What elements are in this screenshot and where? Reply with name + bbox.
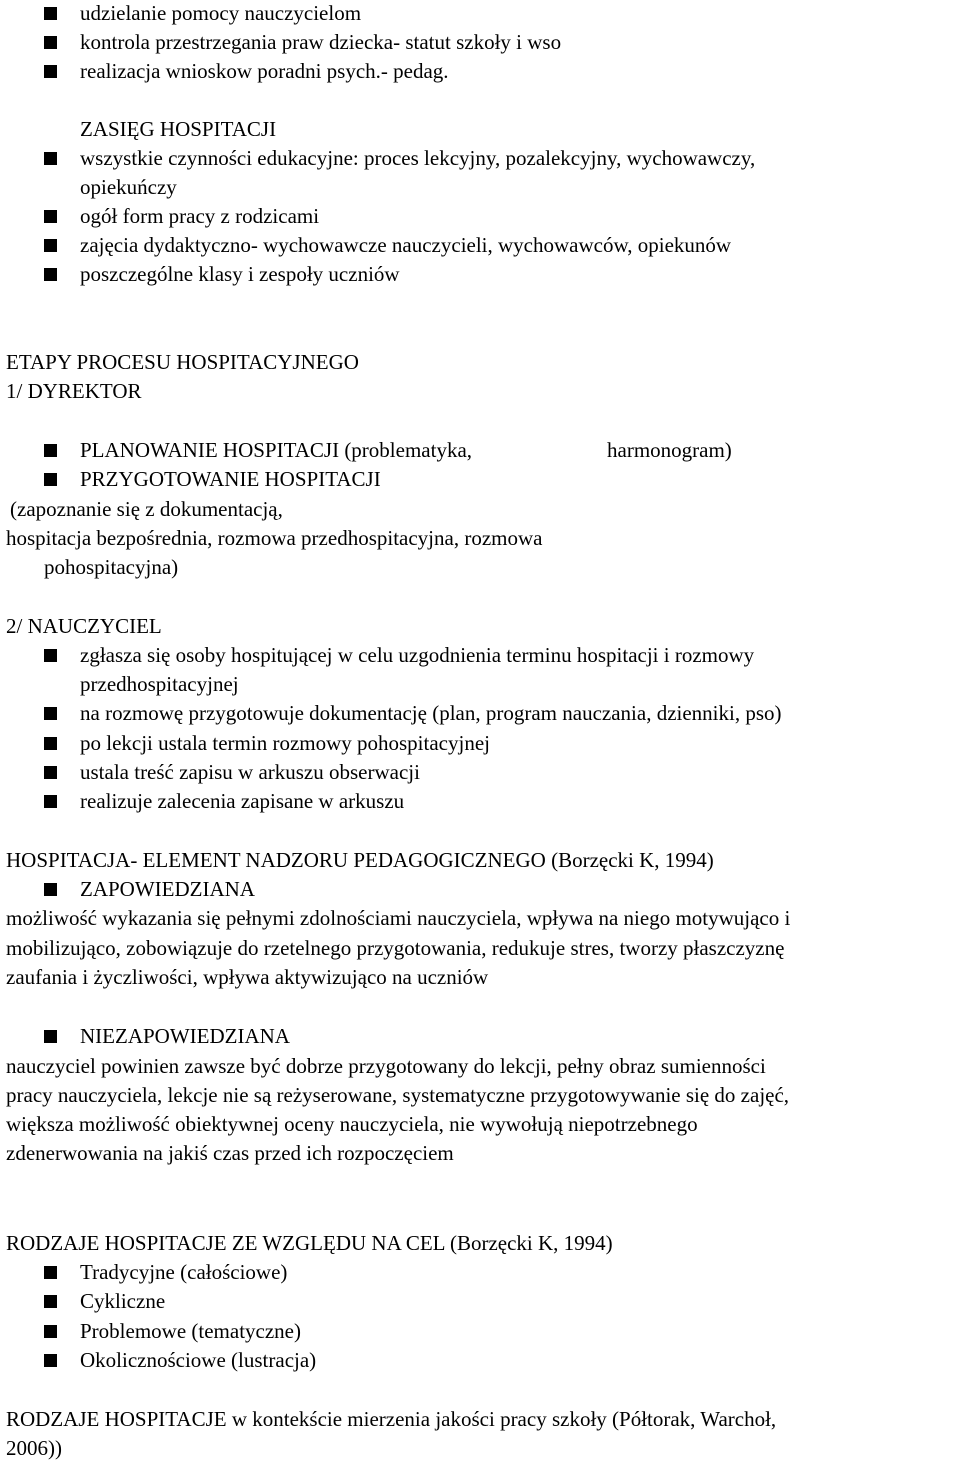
list-item: wszystkie czynności edukacyjne: proces lekcyjny, pozalekcyjny, wychowawczy, <box>80 146 756 170</box>
list-item: udzielanie pomocy nauczycielom <box>80 1 362 25</box>
bullet-icon <box>44 261 57 287</box>
paragraph-line: zaufania i życzliwości, wpływa aktywizująco na uczniów <box>6 965 489 989</box>
list-item-continuation: przedhospitacyjnej <box>80 672 239 696</box>
section-heading: RODZAJE HOSPITACJE w kontekście mierzenia jakości pracy szkoły (Półtorak, Warchoł, <box>6 1407 777 1431</box>
bullet-icon <box>44 145 57 171</box>
bullet-icon <box>44 203 57 229</box>
paragraph-line: zdenerwowania na jakiś czas przed ich rozpoczęciem <box>6 1141 454 1165</box>
list-item: kontrola przestrzegania praw dziecka- statut szkoły i wso <box>80 30 562 54</box>
list-item: Problemowe (tematyczne) <box>80 1319 301 1343</box>
list-item: ogół form pracy z rodzicami <box>80 204 320 228</box>
bullet-icon <box>44 0 57 26</box>
list-item: Tradycyjne (całościowe) <box>80 1260 288 1284</box>
section-heading: ETAPY PROCESU HOSPITACYJNEGO <box>6 350 359 374</box>
bullet-icon <box>44 466 57 492</box>
list-item: zgłasza się osoby hospitującej w celu uzgodnienia terminu hospitacji i rozmowy <box>80 643 755 667</box>
bullet-icon <box>44 788 57 814</box>
list-item: ZAPOWIEDZIANA <box>80 877 255 901</box>
bullet-icon <box>44 876 57 902</box>
bullet-icon <box>44 1259 57 1285</box>
list-item: realizacja wnioskow poradni psych.- pedag. <box>80 59 449 83</box>
bullet-icon <box>44 58 57 84</box>
list-item: NIEZAPOWIEDZIANA <box>80 1024 290 1048</box>
list-item: po lekcji ustala termin rozmowy pohospitacyjnej <box>80 731 490 755</box>
list-item: zajęcia dydaktyczno- wychowawcze nauczycieli, wychowawców, opiekunów <box>80 233 732 257</box>
paragraph-line: nauczyciel powinien zawsze być dobrze przygotowany do lekcji, pełny obraz sumienności <box>6 1054 766 1078</box>
list-item: PLANOWANIE HOSPITACJI (problematyka, <box>80 438 473 462</box>
section-heading: HOSPITACJA- ELEMENT NADZORU PEDAGOGICZNEGO (Borzęcki K, 1994) <box>6 848 714 872</box>
subsection-heading: 1/ DYREKTOR <box>6 379 142 403</box>
paragraph-line: pracy nauczyciela, lekcje nie są reżyserowane, systematyczne przygotowywanie się do zajęć, <box>6 1083 790 1107</box>
list-item: poszczególne klasy i zespoły uczniów <box>80 262 400 286</box>
list-item: realizuje zalecenia zapisane w arkuszu <box>80 789 405 813</box>
bullet-icon <box>44 1318 57 1344</box>
paragraph-line: hospitacja bezpośrednia, rozmowa przedhospitacyjna, rozmowa <box>6 526 543 550</box>
list-item: PRZYGOTOWANIE HOSPITACJI <box>80 467 381 491</box>
paragraph-line: mobilizująco, zobowiązuje do rzetelnego przygotowania, redukuje stres, tworzy płaszczyznę <box>6 936 785 960</box>
list-item-continuation: opiekuńczy <box>80 175 177 199</box>
paragraph-line: większa możliwość obiektywnej oceny nauczyciela, nie wywołują niepotrzebnego <box>6 1112 698 1136</box>
subsection-heading: 2/ NAUCZYCIEL <box>6 614 162 638</box>
bullet-icon <box>44 759 57 785</box>
list-item: Okolicznościowe (lustracja) <box>80 1348 317 1372</box>
paragraph-line: możliwość wykazania się pełnymi zdolnościami nauczyciela, wpływa na niego motywująco i <box>6 906 791 930</box>
bullet-icon <box>44 730 57 756</box>
bullet-icon <box>44 1023 57 1049</box>
bullet-icon <box>44 232 57 258</box>
bullet-icon <box>44 1347 57 1373</box>
section-heading: RODZAJE HOSPITACJE ZE WZGLĘDU NA CEL (Borzęcki K, 1994) <box>6 1231 613 1255</box>
bullet-icon <box>44 1288 57 1314</box>
list-item-tail: harmonogram) <box>607 438 732 462</box>
bullet-icon <box>44 642 57 668</box>
list-item: Cykliczne <box>80 1289 166 1313</box>
list-item: na rozmowę przygotowuje dokumentację (plan, program nauczania, dzienniki, pso) <box>80 701 782 725</box>
list-item: ustala treść zapisu w arkuszu obserwacji <box>80 760 420 784</box>
paragraph-line: (zapoznanie się z dokumentacją, <box>10 497 283 521</box>
paragraph-line: pohospitacyjna) <box>44 555 179 579</box>
bullet-icon <box>44 700 57 726</box>
section-heading: ZASIĘG HOSPITACJI <box>80 117 277 141</box>
bullet-icon <box>44 437 57 463</box>
bullet-icon <box>44 29 57 55</box>
section-heading-continuation: 2006)) <box>6 1436 62 1460</box>
